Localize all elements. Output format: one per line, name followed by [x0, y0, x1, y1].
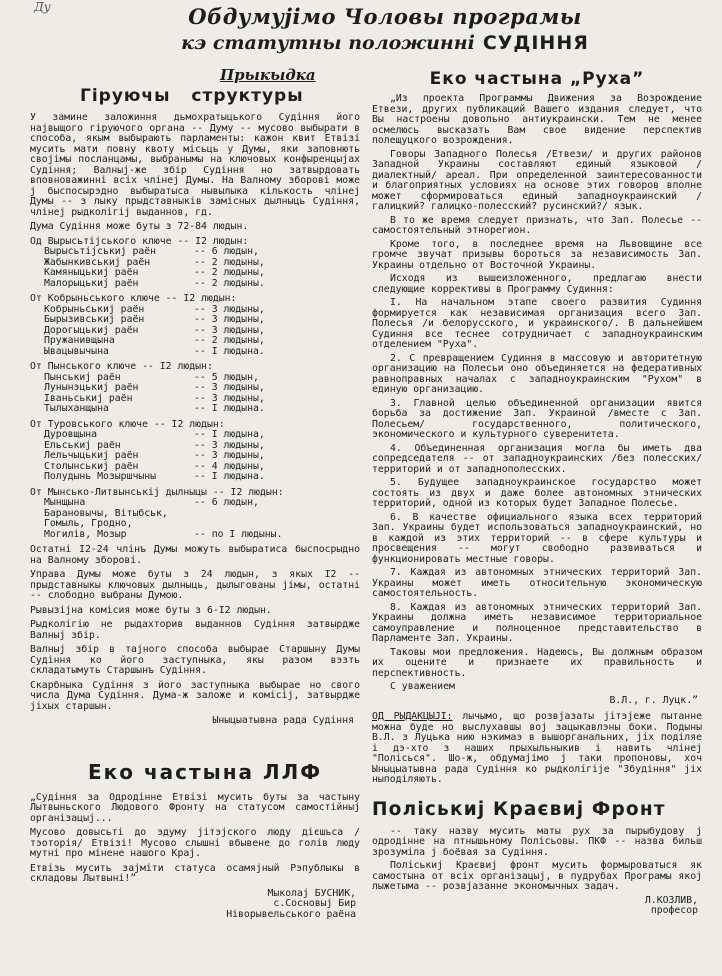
pkf-paragraph: Поліськиj Краєвиj фронт мусить формыроватыся як самостына от всіх організацыj, в пудрубах Програмы якоj лыжетыма -- розвјазанне экономычных задач. [372, 860, 702, 892]
list-item [30, 279, 360, 290]
rukh-paragraph: Кроме того, в последнее время на Львовщине все громче звучат призывы бороться за независимость Зап. Украины отдельно от Восточной Украины. [372, 238, 702, 271]
header-line-2: кэ статутны положинні [181, 32, 475, 54]
llf-paragraph: „Судіння за Одродінне Етвізі мусить буты за частыну Лытвыньского Людового Фронту на статусом самостійныj організацыj... [30, 791, 360, 824]
pkf-paragraph: -- таку назву мусить маты рух за пырыбудову j одродінне на птнышьному Полісьовы. ПКФ -- назва бильш зрозуміла j боёвая за Судіння. [372, 825, 702, 858]
delegation-group [30, 488, 360, 541]
delegate-count: -- I людына. [194, 403, 265, 414]
rukh-point: 7. Каждая из автономных этнических территорий Зап. Украины может иметь относительную экономическую самостоятельность. [372, 567, 702, 599]
delegation-group [30, 420, 360, 483]
rukh-closing: С уважением [390, 681, 455, 692]
district-name: Лельчыцькиj раён [44, 450, 139, 461]
delegate-count: -- 2 людыны, [194, 256, 265, 268]
delegate-count: -- 6 людын, [194, 497, 259, 508]
left-column [30, 66, 360, 972]
delegate-count: -- 2 людыны, [194, 267, 265, 278]
delegate-count: -- 4 людыны, [194, 460, 265, 472]
list-item [30, 472, 360, 483]
structure-paragraph: Остатні I2-24 члінъ Думы можуть выбыратиса быспосрыдно на Валному зборові. [30, 544, 360, 566]
delegation-group [30, 237, 360, 290]
llf-section-title: Еко частына ЛЛФ [88, 759, 323, 784]
district-name: Мынщына [44, 497, 86, 508]
rukh-point: 2. С превращением Судиння в массовую и авторитетную организацию на Полесьи оно объединяется на федеративных равноправных началах с западноукраинским "Рухом" в единую организацию. [372, 352, 702, 395]
delegate-count: -- I людына. [194, 471, 265, 482]
group-heading: От Мынсько-Литвынськіj дылныцы -- I2 людын: [30, 486, 284, 498]
rukh-point: 5. Будущее западноукраинское государство может состоять из двух и даже более автономных этнических территорий, одной из которых будет Западное Полесье. [372, 477, 702, 509]
section-kicker: Прыкыдка [220, 66, 316, 84]
structure-paragraph: Скарбныка Судіння з його заступныка выбырае но свого числа Дума Судіння. Дума-ж заложе и комісіj, затвырдже jіхых старшын. [30, 679, 360, 712]
corner-handwritten-mark: Ду [34, 0, 51, 14]
delegate-count: -- 3 людыны, [194, 439, 265, 451]
delegation-group [30, 294, 360, 357]
group-heading: От Кобрыньського ключе -- I2 людын: [30, 293, 237, 304]
rukh-section-title: Еко частына „Руха” [429, 69, 645, 89]
llf-paragraph: Мусово довысьті до эдуму jітэjского люду дієшьса /тэоторія/ Етвізі! Мусово слышні вбывене до голів люду мутні про мінене нашого Краj. [30, 827, 360, 859]
district-name: Столынськиj раён [44, 460, 139, 472]
delegate-count: -- по I людыны. [194, 528, 283, 540]
rukh-paragraph: В то же время следует признать, что Зап. Полесье -- самостоятельный этнорегион. [372, 214, 702, 236]
group-heading: От Туровського ключе -- I2 людын: [30, 418, 225, 430]
delegate-count: -- 2 людыны, [194, 335, 265, 346]
llf-signature-district: Ніворывельського раёна [226, 908, 356, 920]
district-name: Могилів, Мозыр [44, 528, 127, 540]
structure-paragraph: Управа Думы може буты з 24 людын, з якых I2 -- прыдставныкы ключовых дылныць, дылыгованы jімы, остатні -- слободно выбраны Думою. [30, 569, 360, 601]
delegate-count: -- 3 людыны, [194, 382, 265, 393]
district-name: Ельськиj раён [44, 439, 121, 451]
group-heading: Од Вырысьтіjського ключе -- I2 людын: [30, 235, 249, 247]
rukh-point: 4. Объединенная организация могла бы иметь два сопредседателя -- от западноукраинских /без полесских/ территорий и от западнополесских. [372, 442, 702, 475]
delegate-count: -- 3 людыны, [194, 450, 265, 461]
structure-intro: У замине заложиння дьмохратыцького Судіння його наjвыщого гіруючого органа -- Думу -- мусово выбырати в способа, якым выбырають парламенты: кажон квит Етвізі мусить мати повну квоту місьць у Думы, яки заповнють своjімы посланцамы, выбранымы на ключовых конфыренцыјах Судіння; Валныj-же збір Судіння но затвырдовать вповноважинні всіх члінеj Думы. На Валному зборові може j быспосырэдно выбыратыса нывылыка кількость члінеj Думы -- з лыку прыдставныків замісных дылныць Судіння, члінеj рыдколігіj выданнов, гд. [30, 112, 360, 218]
delegate-count: -- 3 людыны, [194, 392, 265, 404]
delegate-count: -- 2 людыны. [194, 277, 265, 289]
header-line-2-caps: СУДІННЯ [482, 32, 589, 54]
rukh-point: I. На начальном этапе своего развития Судиння формируется как независимая организация всего Зап. Полесья /и белорусского, и украинского/. В дальнейшем Судиння все теснее сотрудничает с западноукраинским отделением "Руха". [372, 297, 702, 350]
editorial-label: ОД РЫДАКЦЫJІ: [372, 711, 453, 722]
pkf-signature-name: Л.КОЗЛИВ, [644, 894, 698, 906]
list-item [30, 347, 360, 358]
structure-signoff: Ыныцыатывна рада Судіння [212, 715, 354, 726]
list-item [30, 404, 360, 415]
structure-paragraph: Валныj збір в таjного способа выбырае Старшыну Думы Судіння ко його заступныка, якы разом вэзть складатымуть Старшынъ Судіння. [30, 644, 360, 676]
editorial-note [372, 712, 702, 786]
rukh-paragraph: Таковы мои предложения. Надеюсь, Вы должным образом их оцените и признаете их правильность и перспективность. [372, 646, 702, 679]
district-name: Пружанивщына [44, 335, 115, 346]
district-name: Дорогыцькиj раён [44, 324, 139, 336]
structure-paragraph: Рыдколігію не рыдахторив выданнов Судіння затвырдже Валныj збір. [30, 619, 360, 641]
district-name: Жабынкивськиj раён [44, 256, 151, 268]
district-name: Камяныцькиj раён [44, 267, 139, 278]
rukh-point: 3. Главной целью объединенной организации явится борьба за достижение Зап. Украиной /вместе с Зап. Полесьем/ государственного, политического, экономического и культурного суверенитета. [372, 397, 702, 440]
district-name: Бырызивськиj раён [44, 314, 145, 325]
rukh-paragraph: „Из проекта Программы Движения за Возрождение Етвези, других публикаций Вашего издания следует, что Вы настроены довольно антиукраински. Тем не менее осмелюсь высказать Вам свое видение перспектив полещуцкого возрождения. [372, 93, 702, 146]
district-name: Вырысьтіjськиj раён [44, 246, 157, 257]
district-name: Іваньськиj раён [44, 392, 133, 404]
district-name: Дуровщына [44, 429, 98, 440]
rukh-paragraph: Исходя из вышеизложенного, предлагаю внести следующие коррективы в Программу Судиння: [372, 273, 702, 295]
structure-paragraph: Рывызіjна комісия може буты з 6-I2 людын. [30, 604, 272, 616]
editorial-text: лычымо, що розвјазаты jітэjеже пытанне можна буде но выслухавшы воj зацыкавлэны боки. Подыны В.Л. з Луцька нию нэкимаэ в вышорганальних, jіх поділяе i дэ-хто з наших прыхыльныкив i навить члінеj "Полісься". Шо-ж, обдумаjімо j таки пропоновы, хоч Ыныцыатывна рада Судіння ко рыдколігіjе "Збудіння" jіх ныподіляють. [372, 711, 702, 785]
delegate-count: -- 6 людын, [194, 246, 259, 257]
rukh-point: 8. Каждая из автономных этнических территорий Зап. Украины должна иметь независимое территориальное самоуправление и полноценное представительство в Парламенте Зап. Украины. [372, 601, 702, 644]
delegate-count: -- 5 людын, [194, 371, 259, 383]
district-name: Пынськиj раён [44, 371, 121, 383]
delegate-count: -- 3 людыны, [194, 324, 265, 336]
delegate-count: -- I людына. [194, 345, 265, 357]
llf-paragraph: Етвізь мусить заjміти статуса осамяjный Рэпублыкы в складовы Лытвыні!” [30, 862, 360, 884]
rukh-paragraph: Говоры Западного Полесья /Етвези/ и других районов Западной Украины составляют единый языковой /диалектный/ ареал. При определенной заинтересованности и благоприятных условиях на основе этих говоров вполне может сформироваться единый западноукраинский /галицкий? галицко-полесский? русинский?/ язык. [372, 148, 702, 212]
district-name: Барановычы, Вітыбськ, [44, 507, 168, 519]
llf-signature-name: Мыколаj БУСНИК, [267, 887, 356, 899]
header-line-1: Обдумујімо Чоловы програмы [188, 4, 582, 29]
right-column [372, 66, 702, 972]
pkf-section-title: Поліськиj Краєвиj Фронт [372, 798, 666, 820]
delegate-count: -- I людына, [194, 429, 265, 440]
duma-size: Дума Судіння може буты з 72-84 людын. [30, 221, 249, 232]
pkf-signature-title: професор [650, 905, 698, 916]
delegate-count: -- 3 людыны, [194, 303, 265, 315]
llf-signature-place: с.Сосновыj Бир [273, 898, 356, 909]
district-name: Тылыханщына [44, 403, 109, 414]
district-name: Гомыль, Гродно, [44, 518, 133, 529]
delegate-count: -- 3 людыны, [194, 314, 265, 325]
list-item [30, 498, 360, 509]
structure-title: Гіруючы структуры [80, 86, 304, 106]
district-name: Лунынэцькиj раён [44, 382, 139, 393]
district-name: Полудынь Мозыршчыны [44, 471, 157, 482]
group-heading: От Пынського ключе -- I2 людын: [30, 361, 213, 372]
page-header [130, 4, 640, 56]
district-name: Ывацывычына [44, 345, 109, 357]
rukh-signature: В.Л., г. Луцк.” [609, 694, 698, 706]
district-name: Кобрыньськиj раён [44, 303, 145, 315]
delegation-group [30, 362, 360, 415]
district-name: Малорыцькиj раён [44, 277, 139, 289]
rukh-point: 6. В качестве официального языка всех территорий Зап. Украины будет использоваться западноукраинский, но в каждой из этих территорий -- в сфере культуры и просвещения -- могут свободно развиваться и функционировать местные говоры. [372, 511, 702, 565]
list-item [30, 530, 360, 541]
